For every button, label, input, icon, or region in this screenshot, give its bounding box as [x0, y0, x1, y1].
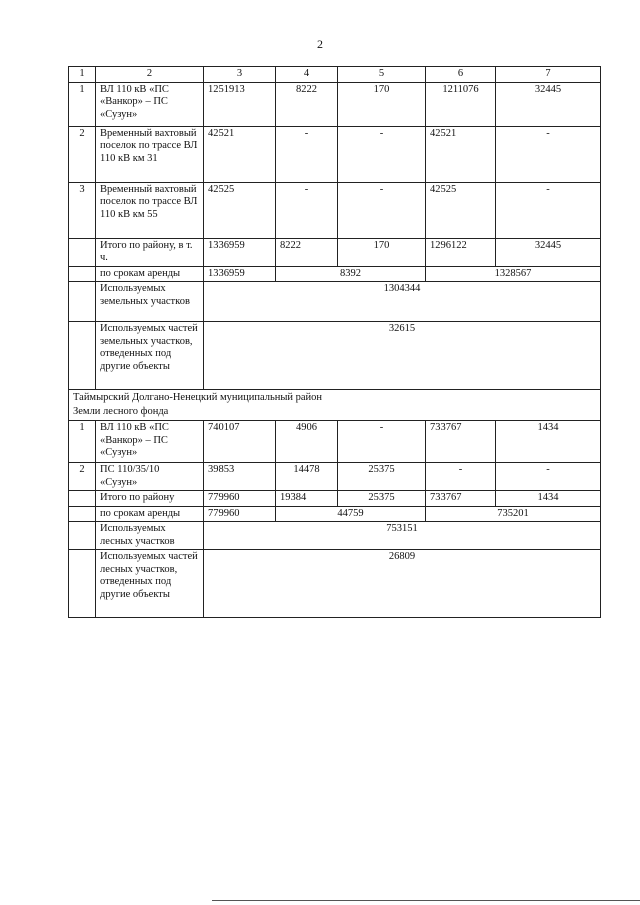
cell-value: 779960 — [204, 491, 276, 507]
object-name: ПС 110/35/10 «Сузун» — [96, 463, 204, 491]
cell-value: 25375 — [338, 463, 426, 491]
cell-value: 44759 — [276, 506, 426, 522]
row-number: 2 — [69, 463, 96, 491]
header-cell: 7 — [496, 67, 601, 83]
total-row — [69, 491, 601, 507]
cell-value: 1434 — [496, 421, 601, 463]
empty-cell — [69, 550, 96, 618]
empty-cell — [69, 238, 96, 266]
cell-value: - — [276, 126, 338, 182]
used-land-value: 1304344 — [204, 282, 601, 322]
cell-value: 1211076 — [426, 82, 496, 126]
header-row — [69, 67, 601, 83]
header-cell: 3 — [204, 67, 276, 83]
cell-value: 1328567 — [426, 266, 601, 282]
table-row — [69, 182, 601, 238]
object-name: ВЛ 110 кВ «ПС «Ванкор» – ПС «Сузун» — [96, 421, 204, 463]
cell-value: 735201 — [426, 506, 601, 522]
cell-value: - — [338, 126, 426, 182]
empty-cell — [69, 266, 96, 282]
cell-value: 1296122 — [426, 238, 496, 266]
total-label: Итого по району, в т. ч. — [96, 238, 204, 266]
page-number: 2 — [317, 37, 323, 51]
cell-value: 39853 — [204, 463, 276, 491]
footer-rule — [212, 900, 640, 901]
empty-cell — [69, 522, 96, 550]
section-title: Таймырский Долгано-Ненецкий муниципальный район — [73, 392, 323, 403]
cell-value: 19384 — [276, 491, 338, 507]
used-forest-row — [69, 522, 601, 550]
empty-cell — [69, 506, 96, 522]
cell-value: 42521 — [204, 126, 276, 182]
cell-value: 1251913 — [204, 82, 276, 126]
cell-value: 14478 — [276, 463, 338, 491]
row-number: 2 — [69, 126, 96, 182]
cell-value: - — [338, 421, 426, 463]
cell-value: 733767 — [426, 421, 496, 463]
table-row — [69, 126, 601, 182]
cell-value: - — [338, 182, 426, 238]
cell-value: 42521 — [426, 126, 496, 182]
cell-value: 32445 — [496, 82, 601, 126]
used-forest-parts-label: Используемых частей лесных участков, отведенных под другие объекты — [96, 550, 204, 618]
table-row — [69, 463, 601, 491]
header-cell: 6 — [426, 67, 496, 83]
cell-value: 8222 — [276, 82, 338, 126]
used-parts-row — [69, 322, 601, 390]
header-cell: 5 — [338, 67, 426, 83]
cell-value: 740107 — [204, 421, 276, 463]
used-forest-parts-value: 26809 — [204, 550, 601, 618]
row-number: 1 — [69, 82, 96, 126]
section-header — [69, 390, 601, 421]
cell-value: 32445 — [496, 238, 601, 266]
cell-value: 1336959 — [204, 266, 276, 282]
table-row — [69, 82, 601, 126]
cell-value: 4906 — [276, 421, 338, 463]
land-table — [68, 66, 601, 618]
object-name: Временный вахтовый поселок по трассе ВЛ 110 кВ км 55 — [96, 182, 204, 238]
used-forest-value: 753151 — [204, 522, 601, 550]
cell-value: 8222 — [276, 238, 338, 266]
used-parts-label: Используемых частей земельных участков, отведенных под другие объекты — [96, 322, 204, 390]
header-cell: 1 — [69, 67, 96, 83]
used-parts-value: 32615 — [204, 322, 601, 390]
used-forest-parts-row — [69, 550, 601, 618]
lease-row — [69, 266, 601, 282]
empty-cell — [69, 282, 96, 322]
total-row — [69, 238, 601, 266]
row-number: 1 — [69, 421, 96, 463]
cell-value: 42525 — [204, 182, 276, 238]
section-subtitle: Земли лесного фонда — [73, 406, 169, 417]
cell-value: 1336959 — [204, 238, 276, 266]
used-land-label: Используемых земельных участков — [96, 282, 204, 322]
row-number: 3 — [69, 182, 96, 238]
cell-value: - — [496, 126, 601, 182]
object-name: Временный вахтовый поселок по трассе ВЛ 110 кВ км 31 — [96, 126, 204, 182]
cell-value: 8392 — [276, 266, 426, 282]
cell-value: 779960 — [204, 506, 276, 522]
lease-label: по срокам аренды — [96, 266, 204, 282]
cell-value: 25375 — [338, 491, 426, 507]
lease-label: по срокам аренды — [96, 506, 204, 522]
cell-value: 733767 — [426, 491, 496, 507]
header-cell: 4 — [276, 67, 338, 83]
cell-value: 1434 — [496, 491, 601, 507]
object-name: ВЛ 110 кВ «ПС «Ванкор» – ПС «Сузун» — [96, 82, 204, 126]
cell-value: - — [496, 463, 601, 491]
cell-value: - — [276, 182, 338, 238]
cell-value: 170 — [338, 82, 426, 126]
table-row — [69, 421, 601, 463]
cell-value: - — [426, 463, 496, 491]
cell-value: 42525 — [426, 182, 496, 238]
cell-value: - — [496, 182, 601, 238]
empty-cell — [69, 491, 96, 507]
used-land-row — [69, 282, 601, 322]
empty-cell — [69, 322, 96, 390]
lease-row — [69, 506, 601, 522]
header-cell: 2 — [96, 67, 204, 83]
used-forest-label: Используемых лесных участков — [96, 522, 204, 550]
total-label: Итого по району — [96, 491, 204, 507]
cell-value: 170 — [338, 238, 426, 266]
